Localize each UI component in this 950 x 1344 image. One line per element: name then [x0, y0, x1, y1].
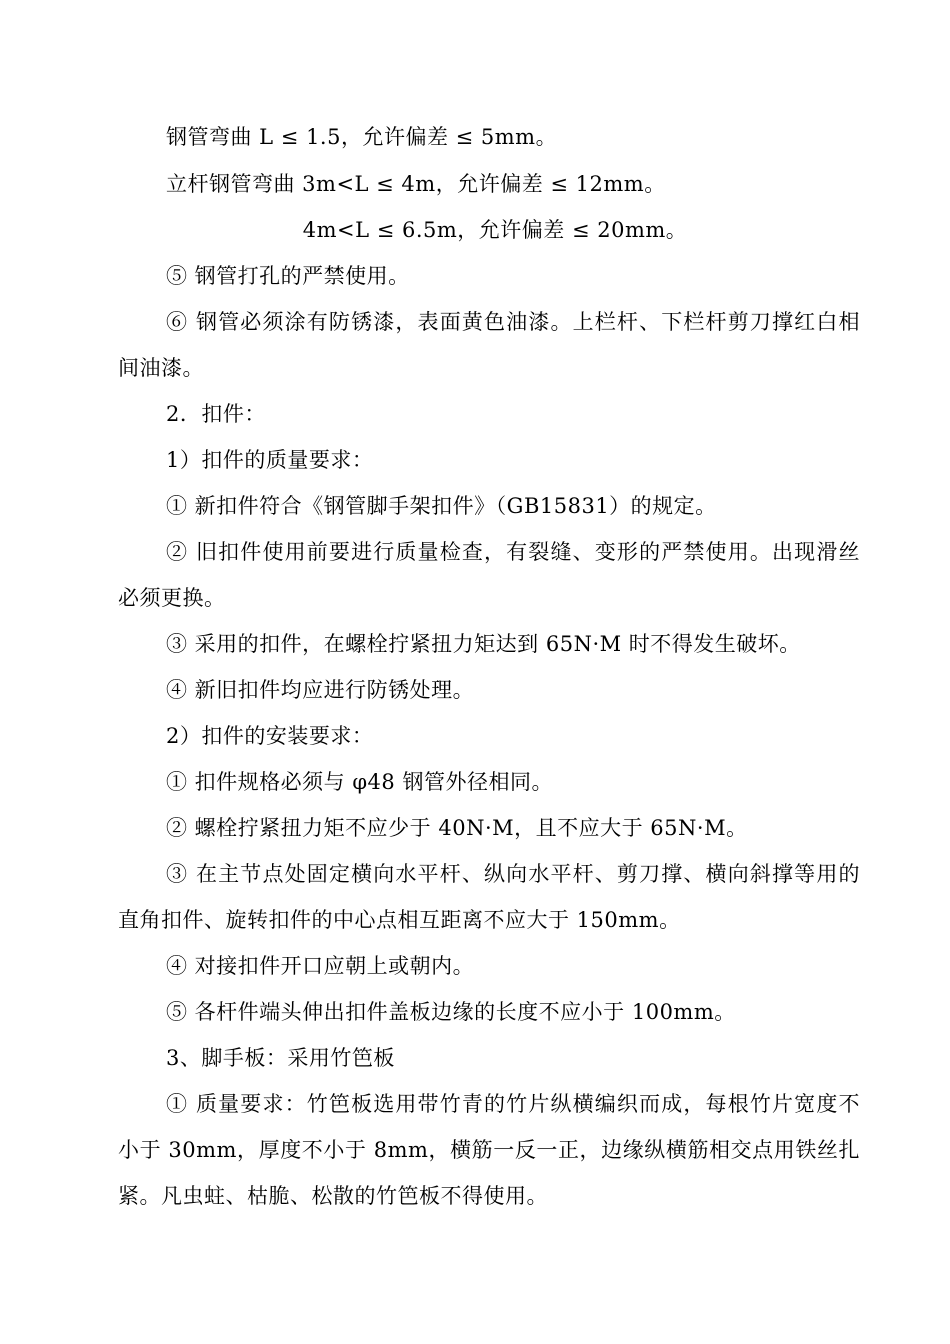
paragraph-item-5-drilling: ⑤ 钢管打孔的严禁使用。	[166, 264, 410, 288]
paragraph-install-2: ② 螺栓拧紧扭力矩不应少于 40N·M，且不应大于 65N·M。	[166, 816, 748, 840]
paragraph-quality-2: ② 旧扣件使用前要进行质量检查，有裂缝、变形的严禁使用。出现滑丝必须更换。	[118, 540, 860, 610]
paragraph-quality-1: ① 新扣件符合《钢管脚手架扣件》（GB15831）的规定。	[166, 494, 717, 518]
heading-fasteners: 2．扣件：	[166, 402, 266, 426]
paragraph-steel-pipe-bending: 钢管弯曲 L ≤ 1.5，允许偏差 ≤ 5mm。	[166, 125, 558, 149]
paragraph-board-quality: ① 质量要求：竹笆板选用带竹青的竹片纵横编织而成，每根竹片宽度不小于 30mm，厚度不小于 8mm，横筋一反一正，边缘纵横筋相交点用铁丝扎紧。凡虫蛀、枯脆、松散的竹笆板不得使用。	[118, 1092, 860, 1208]
heading-fastener-quality: 1）扣件的质量要求：	[166, 448, 374, 472]
paragraph-install-4: ④ 对接扣件开口应朝上或朝内。	[166, 954, 475, 978]
heading-fastener-installation: 2）扣件的安装要求：	[166, 724, 374, 748]
paragraph-upright-bending-6-5m: 4m<L ≤ 6.5m，允许偏差 ≤ 20mm。	[302, 218, 688, 242]
paragraph-upright-bending-4m: 立杆钢管弯曲 3m<L ≤ 4m，允许偏差 ≤ 12mm。	[166, 172, 666, 196]
paragraph-quality-4: ④ 新旧扣件均应进行防锈处理。	[166, 678, 475, 702]
paragraph-install-1: ① 扣件规格必须与 φ48 钢管外径相同。	[166, 770, 553, 794]
paragraph-quality-3: ③ 采用的扣件，在螺栓拧紧扭力矩达到 65N·M 时不得发生破坏。	[166, 632, 801, 656]
heading-scaffold-board: 3、脚手板：采用竹笆板	[166, 1046, 395, 1070]
paragraph-install-3: ③ 在主节点处固定横向水平杆、纵向水平杆、剪刀撑、横向斜撑等用的直角扣件、旋转扣件的中心点相互距离不应大于 150mm。	[118, 862, 860, 932]
paragraph-install-5: ⑤ 各杆件端头伸出扣件盖板边缘的长度不应小于 100mm。	[166, 1000, 736, 1024]
paragraph-item-6-paint: ⑥ 钢管必须涂有防锈漆，表面黄色油漆。上栏杆、下栏杆剪刀撑红白相间油漆。	[118, 310, 860, 380]
